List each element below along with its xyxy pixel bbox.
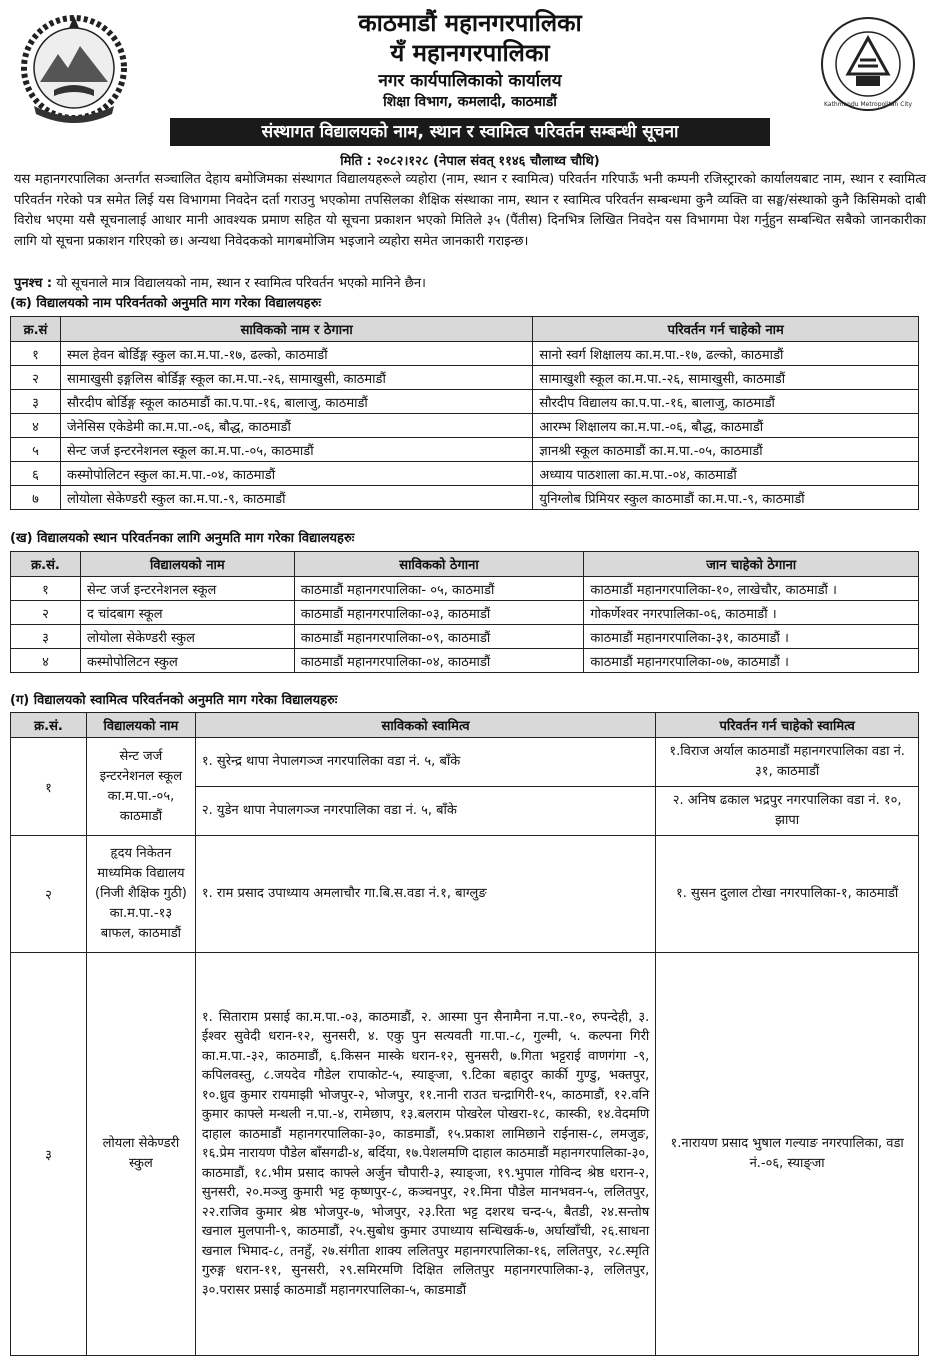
old-name-cell: कस्मोपोलिटन स्कुल का.म.पा.-०४, काठमाडौं <box>60 462 532 486</box>
serial-cell: ७ <box>11 486 61 510</box>
section-a-heading: (क) विद्यालयको नाम परिवर्नतको अनुमति माग गरेका विद्यालयहरुः <box>10 296 321 311</box>
section-b-heading: (ख) विद्यालयको स्थान परिवर्तनका लागि अनुमति माग गरेका विद्यालयहरुः <box>10 531 355 546</box>
table-row <box>11 462 919 486</box>
old-name-cell: जेनेसिस एकेडेमी का.म.पा.-०६, बौद्ध, काठमाडौं <box>60 414 532 438</box>
kmc-logo-icon <box>818 14 918 114</box>
new-name-cell: अध्याय पाठशाला का.म.पा.-०४, काठमाडौं <box>533 462 919 486</box>
new-address-cell: काठमाडौं महानगरपालिका-०७, काठमाडौं । <box>584 649 919 673</box>
new-address-cell: काठमाडौं महानगरपालिका-१०, लाखेचौर, काठमाडौं । <box>584 577 919 601</box>
new-name-cell: आरम्भ शिक्षालय का.म.पा.-०६, बौद्ध, काठमाडौं <box>533 414 919 438</box>
table-row <box>11 414 919 438</box>
old-name-cell: सौरदीप बोर्डिङ्ग स्कूल काठमाडौं का.प.पा.-१६, बालाजु, काठमाडौं <box>60 390 532 414</box>
serial-cell: ३ <box>11 953 87 1356</box>
serial-cell: १ <box>11 577 81 601</box>
location-change-table <box>10 551 919 673</box>
new-owner-cell: १.नारायण प्रसाद भुषाल गल्याङ नगरपालिका, वडा नं.-०६, स्याङ्जा <box>656 953 919 1356</box>
new-name-cell: सामाखुशी स्कूल का.म.पा.-२६, सामाखुसी, काठमाडौं <box>533 366 919 390</box>
new-name-cell: ज्ञानश्री स्कूल काठमाडौं का.म.पा.-०५, काठमाडौं <box>533 438 919 462</box>
notice-banner: संस्थागत विद्यालयको नाम, स्थान र स्वामित्व परिवर्तन सम्बन्धी सूचना <box>170 118 770 146</box>
serial-cell: ४ <box>11 649 81 673</box>
new-owner-cell: १.विराज अर्याल काठमाडौं महानगरपालिका वडा नं. ३१, काठमाडौं <box>656 738 919 787</box>
old-name-cell: सामाखुसी इङ्गलिस बोर्डिङ्ग स्कूल का.म.पा.-२६, सामाखुसी, काठमाडौं <box>60 366 532 390</box>
col-header: विद्यालयको नाम <box>86 713 195 738</box>
school-name-cell: लोयला सेकेण्डरी स्कुल <box>86 953 195 1356</box>
col-header: क्र.सं. <box>11 713 87 738</box>
old-owner-cell: १. राम प्रसाद उपाध्याय अमलाचौर गा.बि.स.वडा नं.१, बाग्लुङ <box>195 836 655 953</box>
name-change-table <box>10 316 919 510</box>
table-header-row <box>11 317 919 342</box>
table-row <box>11 625 919 649</box>
letterhead <box>0 0 940 169</box>
ownership-change-table <box>10 712 919 1356</box>
serial-cell: ३ <box>11 390 61 414</box>
new-owner-cell: १. सुसन दुलाल टोखा नगरपालिका-१, काठमाडौं <box>656 836 919 953</box>
serial-cell: २ <box>11 836 87 953</box>
table-row <box>11 342 919 366</box>
old-owner-cell: १. सिताराम प्रसाई का.म.पा.-०३, काठमाडौं, २. आस्मा पुन सैनामैना न.पा.-१०, रुपन्देही, ३. ईश्वर सुवेदी धरान-१२, सुनसरी, ४. एकु पुन सत्यवती गा.पा.-८, गुल्मी, ५. कल्पना गिरी का.म.पा.-३२, काठमाडौं, ६.किसन मास्के धरान-१२, सुनसरी, ७.गिता भट्टराई वाणगंगा -९, कपिलवस्तु, ८.जयदेव गौडेल रापाकोट-५, स्याङ्जा, ९.टिका बहादुर कार्की गुण्डु, भक्तपुर, १०.ध्रुव कुमार रायमाझी भोजपुर-२, भोजपुर, ११.नानी राउत चन्द्रागिरी-१५, काठमाडौं, १२.वनि कुमार काफ्ले मन्थली न.पा.-४, रामेछाप, १३.बलराम पोखरेल पोखरा-१८, कास्की, १४.वेदमणि दाहाल काठमाडौं महानगरपालिका-३०, काडमाडौं, १५.प्रकाश लामिछाने राईनास-८, लमजुङ, १६.प्रेम नारायण पौडेल बाँसगढी-४, बर्दिया, १७.पेशलमणि दाहाल काठमाडौं महानगरपालिका-३०, काठमाडौं, १८.भीम प्रसाद काफ्ले अर्जुन चौपारी-३, स्याङ्जा, १९.भुपाल गोविन्द श्रेष्ठ धरान-२, सुनसरी, २०.मञ्जु कुमारी भट्ट कृष्णपुर-८, कञ्चनपुर, २१.मिना पौडेल मानभवन-५, ललितपुर, २२.राजिव कुमार श्रेष्ठ भोजपुर-७, भोजपुर, २३.रिता भट्ट दशरथ चन्द-५, बैतडी, २४.सन्तोष खनाल मुलपानी-९, काठमाडौं, २५.सुबोध कुमार उपाध्याय सन्धिखर्क-७, अर्घाखाँची, २६.साधना खनाल भिमाद-८, तनहुँ, २७.संगीता शाक्य ललितपुर महानगरपालिका-१६, ललितपुर, २८.स्मृति गुरुङ्ग धरान-११, सुनसरी, २९.समिरमणि दिक्षित ललितपुर महानगरपालिका-३, ललितपुर, ३०.परासर प्रसाई काठमाडौं महानगरपालिका-५, काडमाडौं <box>195 953 655 1356</box>
serial-cell: २ <box>11 366 61 390</box>
table-row <box>11 486 919 510</box>
school-name-cell: द चांदबाग स्कूल <box>80 601 294 625</box>
kmc-logo-text: Kathmandu Metropolitan City <box>823 101 913 108</box>
old-owner-cell: २. युडेन थापा नेपालगञ्ज नगरपालिका वडा नं. ५, बाँके <box>195 787 655 836</box>
col-header: क्र.सं. <box>11 552 81 577</box>
school-name-cell: सेन्ट जर्ज इन्टरनेशनल स्कूल का.म.पा.-०५, काठमाडौं <box>86 738 195 836</box>
col-header: परिवर्तन गर्न चाहेको स्वामित्व <box>656 713 919 738</box>
serial-cell: ३ <box>11 625 81 649</box>
school-name-cell: हृदय निकेतन माध्यमिक विद्यालय (निजी शैक्षिक गुठी) का.म.पा.-१३ बाफल, काठमाडौं <box>86 836 195 953</box>
col-header: क्र.सं <box>11 317 61 342</box>
office-title: नगर कार्यपालिकाको कार्यालय <box>378 71 562 91</box>
notice-paragraph: यस महानगरपालिका अन्तर्गत सञ्चालित देहाय बमोजिमका संस्थागत विद्यालयहरूले व्यहोरा (नाम, स्थान र स्वामित्व) परिवर्तन गरिपाऊँ भनी कम्पनी रजिस्ट्रारको कार्यालयबाट नाम, स्थान र स्वामित्व परिवर्तन गरेको पत्र समेत लिई यस विभागमा निवदेन दर्ता गराउनु भएकोमा तपसिलका शैक्षिक संस्थाका नाम, स्थान र स्वामित्व परिवर्तन सम्बन्धमा कुनै व्यक्ति वा सङ्घ/संस्थाको कुनै किसिमको दाबी विरोध भएमा यसै सूचनालाई आधार मानी आवश्यक प्रमाण सहित यो सूचना प्रकाशन भएको मितिले ३५ (पैंतीस) दिनभित्र लिखित निवदेन यस विभागमा पेश गर्नुहुन सम्बन्धित सबैको जानकारीका लागि यो सूचना प्रकाशन गरिएको छ। अन्यथा निवेदकको मागबमोजिम भइजाने व्यहोरा समेत जानकारी गराइन्छ। <box>14 172 926 249</box>
table-header-row <box>11 552 919 577</box>
serial-cell: ६ <box>11 462 61 486</box>
school-name-cell: सेन्ट जर्ज इन्टरनेशनल स्कूल <box>80 577 294 601</box>
table-row <box>11 649 919 673</box>
col-header: साविकको नाम र ठेगाना <box>60 317 532 342</box>
table-row <box>11 366 919 390</box>
section-c-heading: (ग) विद्यालयको स्वामित्व परिवर्तनको अनुमति माग गरेका विद्यालयहरुः <box>10 693 338 708</box>
table-row <box>11 577 919 601</box>
serial-cell: ५ <box>11 438 61 462</box>
col-header: परिवर्तन गर्न चाहेको नाम <box>533 317 919 342</box>
old-address-cell: काठमाडौं महानगरपालिका-०४, काठमाडौं <box>294 649 584 673</box>
nepal-emblem-icon <box>14 10 134 125</box>
old-name-cell: लोयोला सेकेण्डरी स्कुल का.म.पा.-९, काठमाडौं <box>60 486 532 510</box>
table-row <box>11 438 919 462</box>
notice-date: मिति : २०८२।१२८ (नेपाल संवत् ११४६ चौलाथ्व चौथि) <box>340 154 600 169</box>
postscript-label: पुनश्च : <box>14 276 53 291</box>
table-header-row <box>11 713 919 738</box>
table-row <box>11 390 919 414</box>
old-name-cell: स्मल हेवन बोर्डिङ्ग स्कुल का.म.पा.-१७, ढल्को, काठमाडौं <box>60 342 532 366</box>
postscript <box>14 273 926 291</box>
old-name-cell: सेन्ट जर्ज इन्टरनेशनल स्कूल का.म.पा.-०५, काठमाडौं <box>60 438 532 462</box>
school-name-cell: लोयोला सेकेण्डरी स्कुल <box>80 625 294 649</box>
col-header: साविकको ठेगाना <box>294 552 584 577</box>
new-owner-cell: २. अनिष ढकाल भद्रपुर नगरपालिका वडा नं. १०, झापा <box>656 787 919 836</box>
old-owner-cell: १. सुरेन्द्र थापा नेपालगञ्ज नगरपालिका वडा नं. ५, बाँके <box>195 738 655 787</box>
new-name-cell: सानो स्वर्ग शिक्षालय का.म.पा.-१७, ढल्को, काठमाडौं <box>533 342 919 366</box>
col-header: विद्यालयको नाम <box>80 552 294 577</box>
department-address: शिक्षा विभाग, कमलादी, काठमाडौं <box>383 94 557 110</box>
old-address-cell: काठमाडौं महानगरपालिका- ०५, काठमाडौं <box>294 577 584 601</box>
new-address-cell: काठमाडौं महानगरपालिका-३१, काठमाडौं । <box>584 625 919 649</box>
new-address-cell: गोकर्णेश्वर नगरपालिका-०६, काठमाडौं । <box>584 601 919 625</box>
table-row <box>11 836 919 953</box>
table-row <box>11 738 919 787</box>
municipality-title-nepal-bhasa: यँ महानगरपालिका <box>390 38 550 67</box>
col-header: जान चाहेको ठेगाना <box>584 552 919 577</box>
postscript-text: यो सूचनाले मात्र विद्यालयको नाम, स्थान र स्वामित्व परिवर्तन भएको मानिने छैन। <box>52 276 426 291</box>
new-name-cell: सौरदीप विद्यालय का.प.पा.-१६, बालाजु, काठमाडौं <box>533 390 919 414</box>
new-name-cell: युनिग्लोब प्रिमियर स्कुल काठमाडौं का.म.पा.-९, काठमाडौं <box>533 486 919 510</box>
table-row <box>11 953 919 1356</box>
serial-cell: १ <box>11 738 87 836</box>
old-address-cell: काठमाडौं महानगरपालिका-०९, काठमाडौं <box>294 625 584 649</box>
serial-cell: १ <box>11 342 61 366</box>
col-header: साविकको स्वामित्व <box>195 713 655 738</box>
old-address-cell: काठमाडौं महानगरपालिका-०३, काठमाडौं <box>294 601 584 625</box>
serial-cell: २ <box>11 601 81 625</box>
municipality-title: काठमाडौं महानगरपालिका <box>358 9 582 37</box>
school-name-cell: कस्मोपोलिटन स्कुल <box>80 649 294 673</box>
serial-cell: ४ <box>11 414 61 438</box>
table-row <box>11 601 919 625</box>
